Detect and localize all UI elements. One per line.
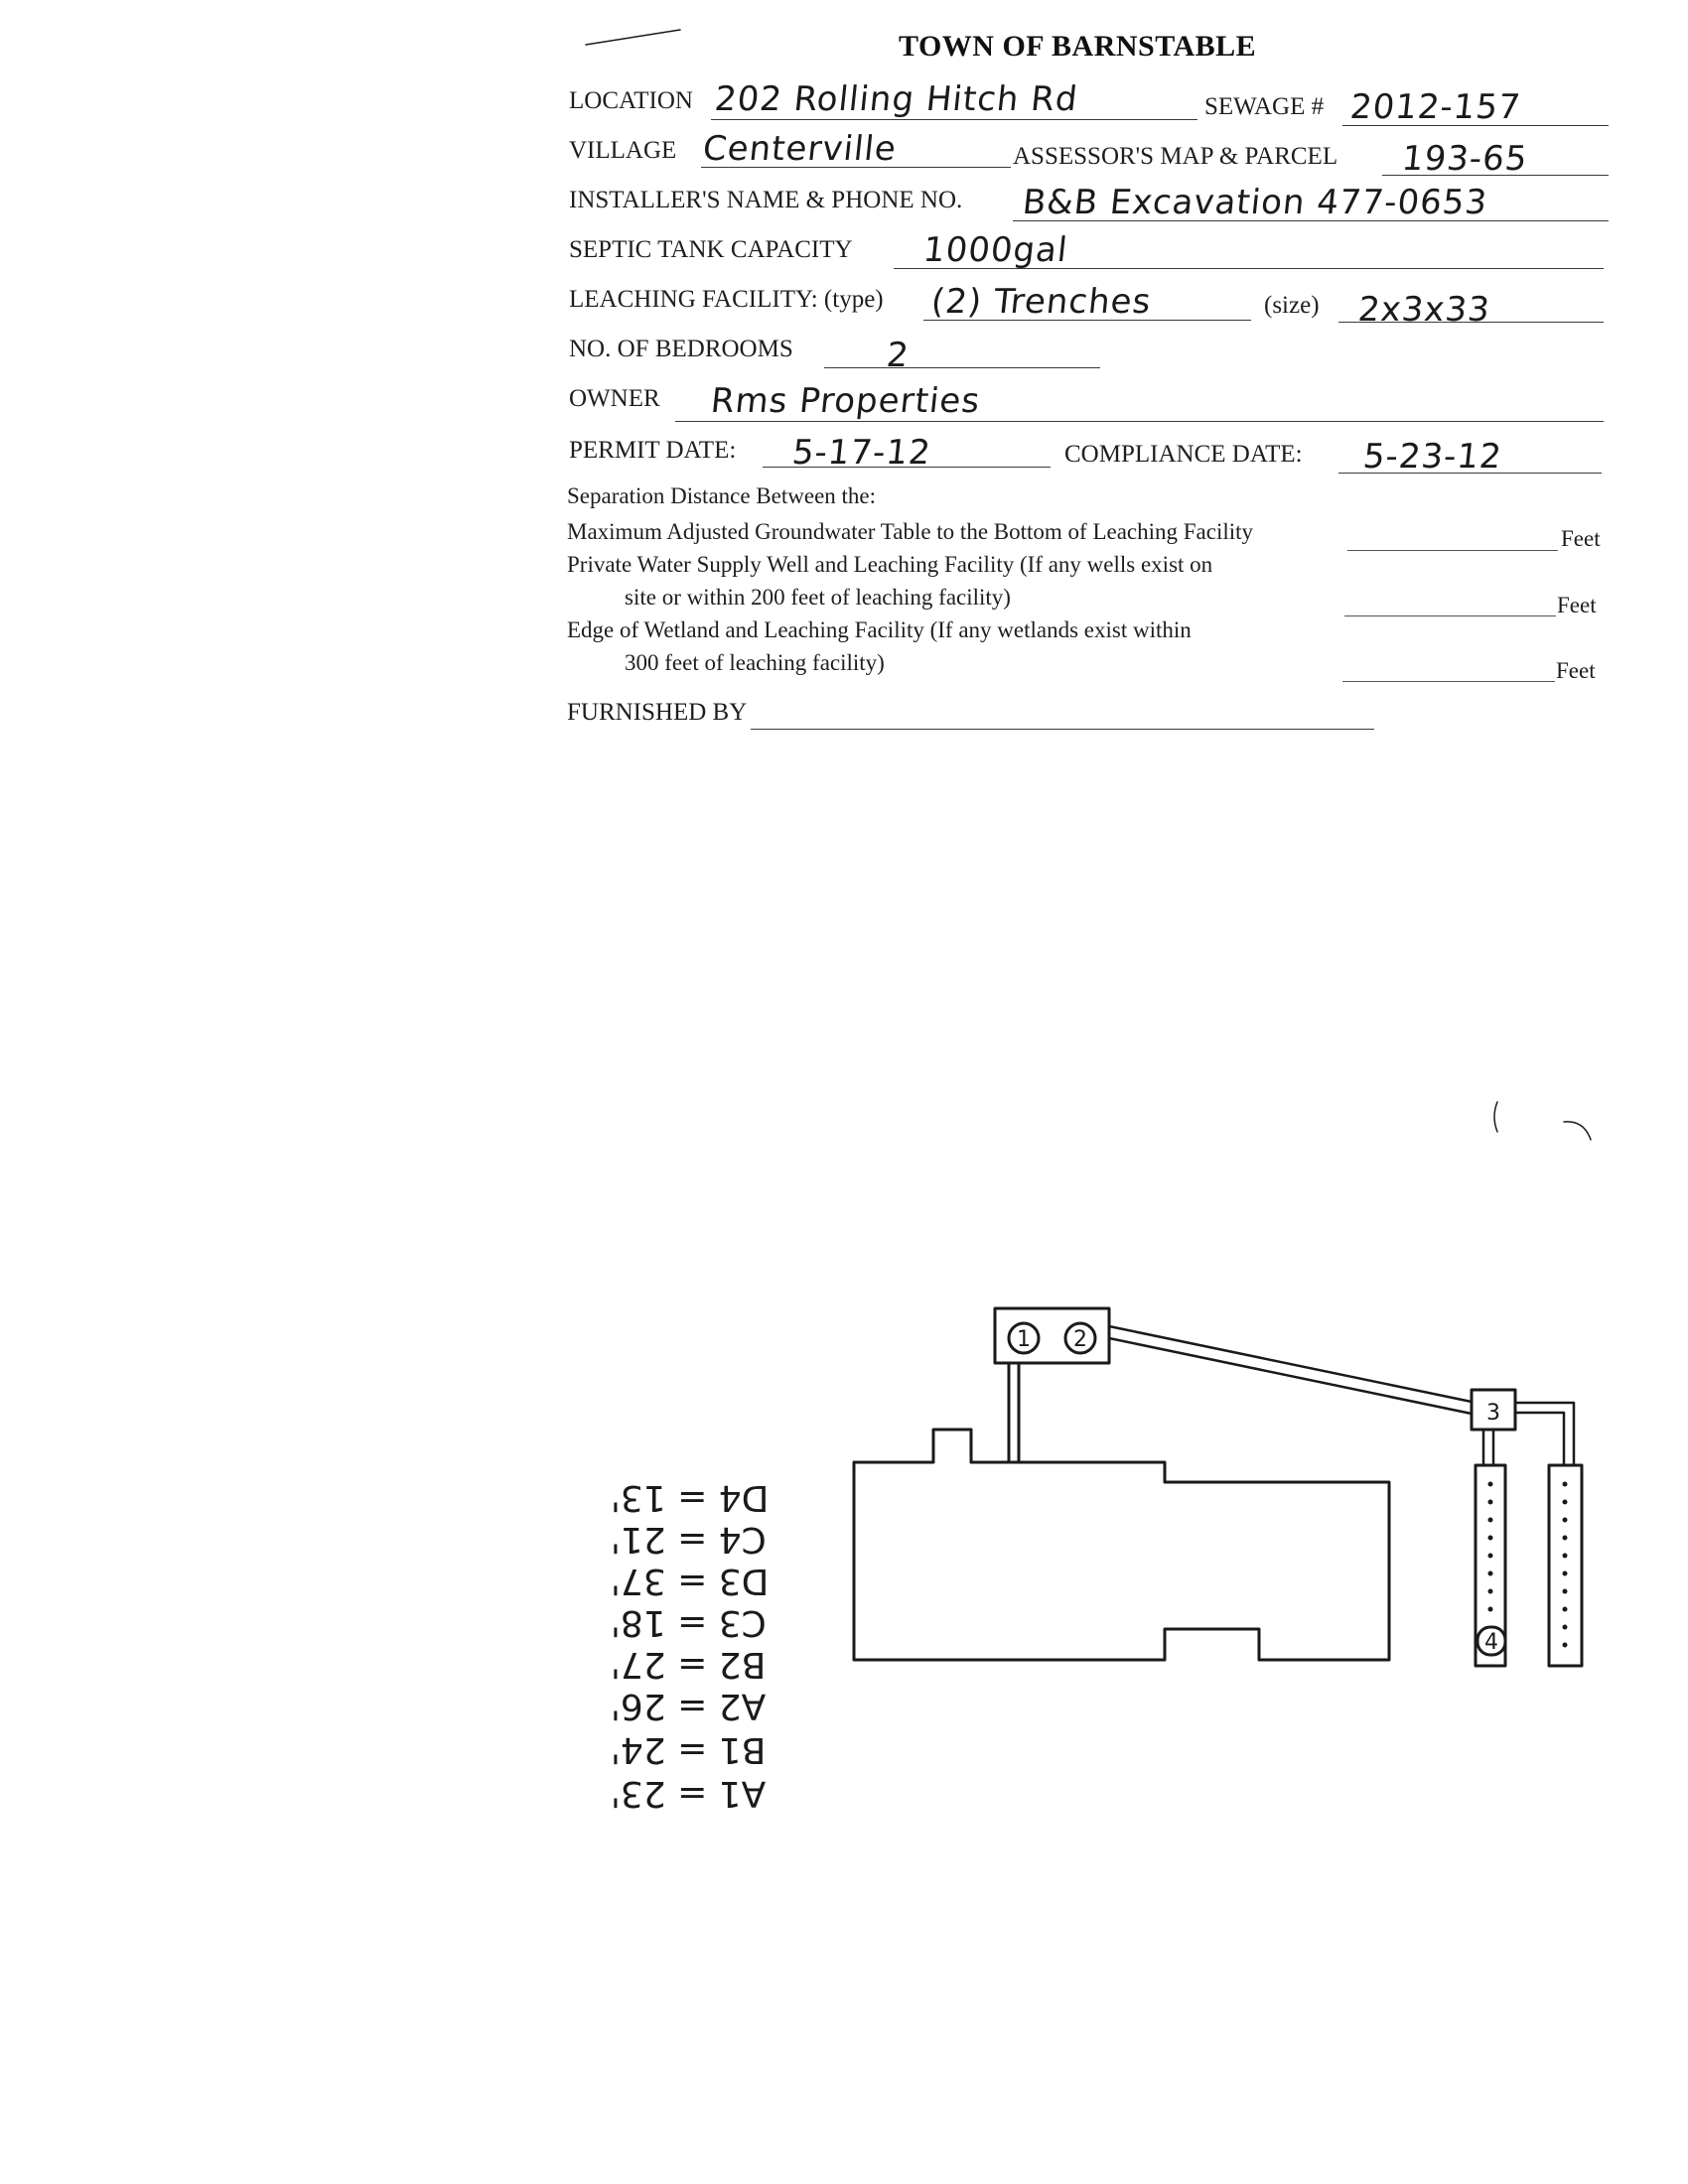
measurement-d4: D4 = 13': [611, 1477, 770, 1518]
separation-row-3a: Edge of Wetland and Leaching Facility (If any wetlands exist within: [567, 617, 1192, 642]
village-label: VILLAGE: [569, 137, 677, 164]
main-pipe-upper: [1109, 1326, 1472, 1402]
measurement-b2: B2 = 27': [611, 1644, 767, 1685]
location-label: LOCATION: [569, 87, 693, 114]
septic-tank-box: [995, 1308, 1109, 1363]
size-label: (size): [1264, 292, 1320, 319]
stray-pen-mark: [586, 30, 680, 45]
separation-row-1: Maximum Adjusted Groundwater Table to the Bottom of Leaching Facility: [567, 519, 1254, 544]
bedrooms-label: NO. OF BEDROOMS: [569, 336, 793, 362]
tank-compartment-2-label: 2: [1073, 1327, 1087, 1352]
measurement-b1: B1 = 24': [611, 1729, 767, 1770]
trench-feed-right-b: [1515, 1413, 1564, 1465]
main-pipe-lower: [1109, 1338, 1472, 1414]
measurement-d3: D3 = 37': [611, 1561, 770, 1601]
stray-mark-right: [1564, 1122, 1591, 1140]
separation-row-3b: 300 feet of leaching facility): [625, 650, 885, 675]
separation-row-2a: Private Water Supply Well and Leaching Facility (If any wells exist on: [567, 552, 1213, 577]
stray-mark-left: [1494, 1102, 1497, 1132]
permit-value: 5-17-12: [789, 433, 933, 473]
measurement-a2: A2 = 26': [611, 1686, 767, 1726]
tank-compartment-1-label: 1: [1017, 1327, 1031, 1352]
compliance-label: COMPLIANCE DATE:: [1064, 441, 1303, 468]
separation-row-2b: site or within 200 feet of leaching facility): [625, 585, 1011, 610]
measurement-a1: A1 = 23': [611, 1773, 767, 1814]
compliance-value: 5-23-12: [1360, 437, 1504, 477]
leaching-value: (2) Trenches: [928, 282, 1154, 322]
location-value: 202 Rolling Hitch Rd: [712, 79, 1080, 119]
permit-label: PERMIT DATE:: [569, 437, 737, 464]
distribution-box-label: 3: [1486, 1401, 1500, 1426]
sewage-value: 2012-157: [1347, 87, 1523, 127]
installer-value: B&B Excavation 477-0653: [1020, 183, 1490, 222]
tank-label: SEPTIC TANK CAPACITY: [569, 236, 853, 263]
tank-value: 1000gal: [920, 230, 1070, 270]
installer-label: INSTALLER'S NAME & PHONE NO.: [569, 187, 963, 213]
trench-dots: [1488, 1482, 1568, 1648]
furnished-label: FURNISHED BY: [567, 699, 748, 726]
house-outline: [854, 1430, 1389, 1660]
map-value: 193-65: [1399, 139, 1530, 179]
bedrooms-value: 2: [884, 336, 912, 375]
owner-label: OWNER: [569, 385, 660, 412]
leaching-label: LEACHING FACILITY: (type): [569, 286, 884, 313]
inspection-port-4-label: 4: [1484, 1630, 1498, 1655]
size-value: 2x3x33: [1355, 290, 1492, 330]
measurement-c3: C3 = 18': [611, 1602, 767, 1643]
separation-heading: Separation Distance Between the:: [567, 483, 877, 508]
separation-row-2-unit: Feet: [1557, 593, 1597, 617]
form-title: TOWN OF BARNSTABLE: [899, 30, 1257, 63]
measurement-c4: C4 = 21': [611, 1519, 767, 1560]
owner-value: Rms Properties: [708, 381, 983, 421]
separation-row-3-unit: Feet: [1556, 658, 1596, 683]
village-value: Centerville: [700, 129, 899, 169]
map-label: ASSESSOR'S MAP & PARCEL: [1013, 143, 1338, 170]
trench-right: [1549, 1465, 1582, 1666]
sewage-label: SEWAGE #: [1204, 93, 1325, 120]
separation-row-1-unit: Feet: [1561, 526, 1601, 551]
